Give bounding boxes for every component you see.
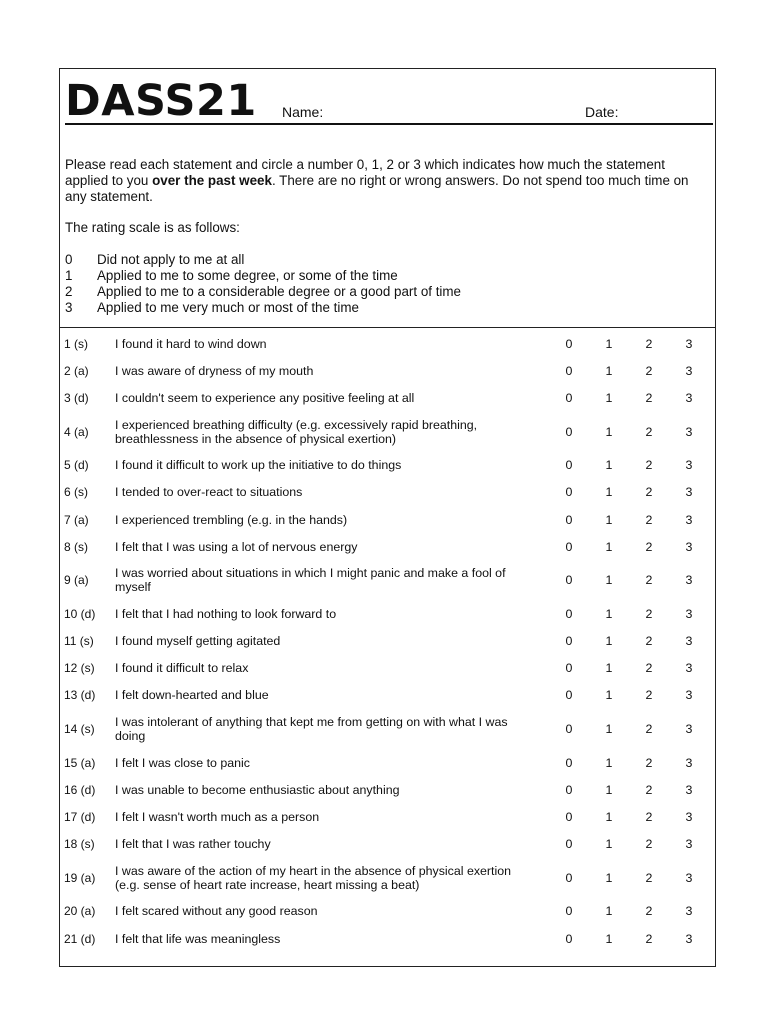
rating-scale-value: 0 [65, 252, 73, 267]
rating-option-2[interactable]: 2 [645, 485, 653, 500]
rating-option-1[interactable]: 1 [605, 336, 613, 351]
rating-option-0[interactable]: 0 [565, 931, 573, 946]
rating-option-3[interactable]: 3 [685, 573, 693, 588]
rating-option-2[interactable]: 2 [645, 870, 653, 885]
instructions-emphasis: over the past week [152, 173, 272, 188]
question-statement: I found myself getting agitated [115, 634, 281, 649]
question-row [60, 330, 715, 357]
date-field-label[interactable]: Date: [585, 104, 619, 120]
rating-option-2[interactable]: 2 [645, 782, 653, 797]
rating-option-0[interactable]: 0 [565, 485, 573, 500]
name-field-label[interactable]: Name: [282, 104, 324, 120]
question-row [60, 357, 715, 384]
question-statement: I found it hard to wind down [115, 336, 267, 351]
rating-option-2[interactable]: 2 [645, 810, 653, 825]
rating-option-0[interactable]: 0 [565, 390, 573, 405]
question-number: 6 (s) [64, 485, 88, 500]
rating-option-1[interactable]: 1 [605, 458, 613, 473]
rating-option-1[interactable]: 1 [605, 782, 613, 797]
rating-scale-text: Applied to me to a considerable degree or a good part of time [97, 284, 462, 299]
question-row [60, 479, 715, 506]
rating-option-1[interactable]: 1 [605, 634, 613, 649]
rating-option-1[interactable]: 1 [605, 688, 613, 703]
rating-option-1[interactable]: 1 [605, 904, 613, 919]
rating-option-2[interactable]: 2 [645, 722, 653, 737]
question-statement: I felt scared without any good reason [115, 904, 318, 919]
rating-option-0[interactable]: 0 [565, 573, 573, 588]
question-row [60, 533, 715, 560]
rating-option-2[interactable]: 2 [645, 390, 653, 405]
rating-option-3[interactable]: 3 [685, 424, 693, 439]
question-number: 5 (d) [64, 458, 89, 473]
rating-option-3[interactable]: 3 [685, 485, 693, 500]
instructions-part1: Please read each statement and circle a number 0, 1, 2 or 3 which indicates how much the statement applied to you [65, 157, 665, 188]
question-statement: I was intolerant of anything that kept me from getting on with what I was doing [115, 715, 508, 744]
question-statement: I was aware of the action of my heart in the absence of physical exertion (e.g. sense of heart rate increase, heart missing a beat) [115, 863, 512, 892]
question-row [60, 831, 715, 858]
question-statement: I felt that I was using a lot of nervous energy [115, 539, 358, 554]
rating-option-0[interactable]: 0 [565, 661, 573, 676]
question-number: 19 (a) [64, 870, 96, 885]
question-statement: I found it difficult to work up the initiative to do things [115, 458, 402, 473]
question-row [60, 452, 715, 479]
rating-option-2[interactable]: 2 [645, 931, 653, 946]
question-number: 21 (d) [64, 931, 96, 946]
rating-option-0[interactable]: 0 [565, 336, 573, 351]
rating-option-1[interactable]: 1 [605, 424, 613, 439]
rating-option-3[interactable]: 3 [685, 661, 693, 676]
question-statement: I felt down-hearted and blue [115, 688, 269, 703]
question-number: 16 (d) [64, 782, 96, 797]
rating-option-2[interactable]: 2 [645, 512, 653, 527]
question-statement: I found it difficult to relax [115, 661, 249, 676]
question-statement: I felt I wasn't worth much as a person [115, 810, 320, 825]
rating-option-0[interactable]: 0 [565, 634, 573, 649]
rating-option-0[interactable]: 0 [565, 870, 573, 885]
rating-option-3[interactable]: 3 [685, 755, 693, 770]
rating-option-2[interactable]: 2 [645, 904, 653, 919]
rating-option-0[interactable]: 0 [565, 606, 573, 621]
question-number: 13 (d) [64, 688, 96, 703]
rating-scale-value: 1 [65, 268, 73, 283]
rating-option-0[interactable]: 0 [565, 782, 573, 797]
rating-option-1[interactable]: 1 [605, 931, 613, 946]
rating-option-0[interactable]: 0 [565, 722, 573, 737]
rating-option-0[interactable]: 0 [565, 837, 573, 852]
question-statement: I couldn't seem to experience any positive feeling at all [115, 390, 415, 405]
rating-option-2[interactable]: 2 [645, 424, 653, 439]
rating-option-1[interactable]: 1 [605, 810, 613, 825]
rating-option-1[interactable]: 1 [605, 573, 613, 588]
rating-scale-list [65, 252, 461, 316]
rating-option-3[interactable]: 3 [685, 363, 693, 378]
question-number: 4 (a) [64, 424, 89, 439]
rating-option-2[interactable]: 2 [645, 363, 653, 378]
rating-option-1[interactable]: 1 [605, 539, 613, 554]
question-number: 7 (a) [64, 512, 89, 527]
rating-option-0[interactable]: 0 [565, 755, 573, 770]
instructions-part2: . There are no right or wrong answers. Do not spend too much time on any statement. [65, 173, 689, 204]
question-number: 1 (s) [64, 336, 88, 351]
question-row [60, 803, 715, 830]
rating-option-2[interactable]: 2 [645, 336, 653, 351]
question-row [60, 749, 715, 776]
question-statement: I tended to over-react to situations [115, 485, 303, 500]
rating-option-2[interactable]: 2 [645, 634, 653, 649]
rating-option-0[interactable]: 0 [565, 904, 573, 919]
rating-option-3[interactable]: 3 [685, 539, 693, 554]
rating-option-2[interactable]: 2 [645, 539, 653, 554]
rating-option-2[interactable]: 2 [645, 661, 653, 676]
rating-option-0[interactable]: 0 [565, 424, 573, 439]
rating-option-3[interactable]: 3 [685, 810, 693, 825]
rating-option-1[interactable]: 1 [605, 661, 613, 676]
rating-option-2[interactable]: 2 [645, 837, 653, 852]
question-number: 3 (d) [64, 390, 89, 405]
rating-scale-row [65, 268, 461, 284]
rating-option-3[interactable]: 3 [685, 782, 693, 797]
rating-option-3[interactable]: 3 [685, 688, 693, 703]
rating-option-3[interactable]: 3 [685, 606, 693, 621]
rating-scale-intro: The rating scale is as follows: [65, 220, 240, 235]
question-number: 8 (s) [64, 539, 88, 554]
question-statement: I was aware of dryness of my mouth [115, 363, 314, 378]
rating-option-1[interactable]: 1 [605, 390, 613, 405]
rating-option-1[interactable]: 1 [605, 722, 613, 737]
rating-option-1[interactable]: 1 [605, 363, 613, 378]
question-number: 11 (s) [64, 634, 94, 649]
rating-option-1[interactable]: 1 [605, 755, 613, 770]
rating-scale-value: 2 [65, 284, 73, 299]
rating-option-0[interactable]: 0 [565, 810, 573, 825]
rating-option-0[interactable]: 0 [565, 363, 573, 378]
rating-scale-row [65, 300, 461, 316]
question-row [60, 858, 715, 898]
rating-option-0[interactable]: 0 [565, 688, 573, 703]
question-number: 17 (d) [64, 810, 96, 825]
question-row [60, 384, 715, 411]
question-row [60, 682, 715, 709]
rating-option-1[interactable]: 1 [605, 606, 613, 621]
header-divider [65, 123, 713, 125]
question-row [60, 655, 715, 682]
rating-option-1[interactable]: 1 [605, 485, 613, 500]
rating-option-1[interactable]: 1 [605, 837, 613, 852]
rating-option-2[interactable]: 2 [645, 688, 653, 703]
question-number: 9 (a) [64, 573, 89, 588]
rating-option-3[interactable]: 3 [685, 634, 693, 649]
rating-scale-text: Applied to me to some degree, or some of the time [97, 268, 398, 283]
question-number: 10 (d) [64, 606, 96, 621]
rating-option-1[interactable]: 1 [605, 512, 613, 527]
question-number: 14 (s) [64, 722, 95, 737]
rating-option-3[interactable]: 3 [685, 931, 693, 946]
question-row [60, 925, 715, 952]
question-number: 18 (s) [64, 837, 95, 852]
rating-option-3[interactable]: 3 [685, 870, 693, 885]
rating-option-0[interactable]: 0 [565, 458, 573, 473]
rating-option-0[interactable]: 0 [565, 512, 573, 527]
items-list [60, 330, 715, 952]
question-row [60, 709, 715, 749]
question-statement: I experienced breathing difficulty (e.g. excessively rapid breathing, breathlessness in the absence of physical exertion) [115, 417, 478, 446]
rating-option-2[interactable]: 2 [645, 755, 653, 770]
question-statement: I experienced trembling (e.g. in the hands) [115, 512, 348, 527]
question-statement: I felt that I was rather touchy [115, 837, 271, 852]
rating-option-3[interactable]: 3 [685, 512, 693, 527]
question-row [60, 898, 715, 925]
rating-option-2[interactable]: 2 [645, 458, 653, 473]
question-statement: I felt that I had nothing to look forward to [115, 606, 337, 621]
questionnaire-page [59, 68, 716, 967]
rating-scale-row [65, 284, 461, 300]
rating-option-1[interactable]: 1 [605, 870, 613, 885]
question-row [60, 600, 715, 627]
question-number: 15 (a) [64, 755, 96, 770]
rating-scale-text: Applied to me very much or most of the time [97, 300, 359, 315]
rating-scale-row [65, 252, 461, 268]
items-divider [60, 327, 715, 328]
question-statement: I felt that life was meaningless [115, 931, 281, 946]
rating-option-0[interactable]: 0 [565, 539, 573, 554]
question-number: 2 (a) [64, 363, 89, 378]
rating-option-3[interactable]: 3 [685, 336, 693, 351]
rating-option-3[interactable]: 3 [685, 837, 693, 852]
rating-option-3[interactable]: 3 [685, 390, 693, 405]
instructions [65, 157, 709, 205]
rating-option-2[interactable]: 2 [645, 606, 653, 621]
rating-option-3[interactable]: 3 [685, 904, 693, 919]
rating-scale-text: Did not apply to me at all [97, 252, 245, 267]
rating-option-3[interactable]: 3 [685, 722, 693, 737]
question-number: 20 (a) [64, 904, 96, 919]
question-statement: I was unable to become enthusiastic about anything [115, 782, 400, 797]
form-title: DASS21 [65, 76, 257, 126]
rating-scale-value: 3 [65, 300, 73, 315]
question-statement: I was worried about situations in which I might panic and make a fool of myself [115, 566, 506, 595]
question-row [60, 560, 715, 600]
rating-option-2[interactable]: 2 [645, 573, 653, 588]
rating-option-3[interactable]: 3 [685, 458, 693, 473]
question-number: 12 (s) [64, 661, 95, 676]
question-row [60, 506, 715, 533]
question-row [60, 776, 715, 803]
question-row [60, 412, 715, 452]
question-row [60, 628, 715, 655]
question-statement: I felt I was close to panic [115, 755, 250, 770]
